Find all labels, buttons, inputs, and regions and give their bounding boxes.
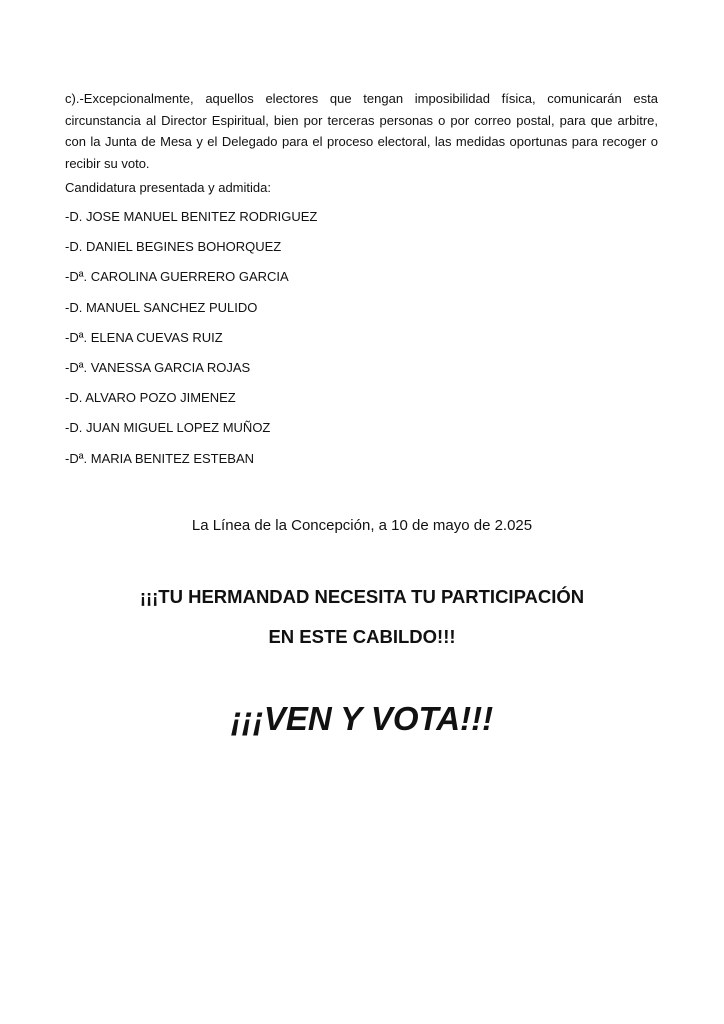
place-date-line: La Línea de la Concepción, a 10 de mayo de 2.025 bbox=[191, 517, 533, 534]
vote-call-heading: ¡¡¡VEN Y VOTA!!! bbox=[230, 700, 494, 737]
candidate-item: -Dª. ELENA CUEVAS RUIZ bbox=[65, 329, 223, 345]
participation-call-line-1: ¡¡¡TU HERMANDAD NECESITA TU PARTICIPACIÓN bbox=[139, 586, 585, 607]
candidate-item: -Dª. MARIA BENITEZ ESTEBAN bbox=[65, 450, 255, 466]
candidate-item: -D. JUAN MIGUEL LOPEZ MUÑOZ bbox=[65, 420, 271, 436]
candidate-list bbox=[65, 208, 317, 480]
candidate-item: -D. DANIEL BEGINES BOHORQUEZ bbox=[65, 239, 282, 255]
candidate-item: -Dª. CAROLINA GUERRERO GARCIA bbox=[65, 269, 289, 285]
candidate-item: -Dª. VANESSA GARCIA ROJAS bbox=[65, 359, 251, 375]
paragraph-c: c).-Excepcionalmente, aquellos electores que tengan imposibilidad física, comunicarán esta circunstancia al Director Espiritual, bien por terceras personas o por correo postal, para que arbitre, con la Junta de Mesa y el Delegado para el proceso electoral, las medidas oportunas para recoger o recibir su voto. bbox=[65, 91, 658, 171]
candidate-item: -D. MANUEL SANCHEZ PULIDO bbox=[65, 299, 258, 315]
candidates-heading: Candidatura presentada y admitida: bbox=[65, 180, 271, 195]
candidate-item: -D. JOSE MANUEL BENITEZ RODRIGUEZ bbox=[65, 209, 318, 224]
candidate-item: -D. ALVARO POZO JIMENEZ bbox=[65, 390, 236, 406]
participation-call-line-2: EN ESTE CABILDO!!! bbox=[268, 626, 456, 647]
